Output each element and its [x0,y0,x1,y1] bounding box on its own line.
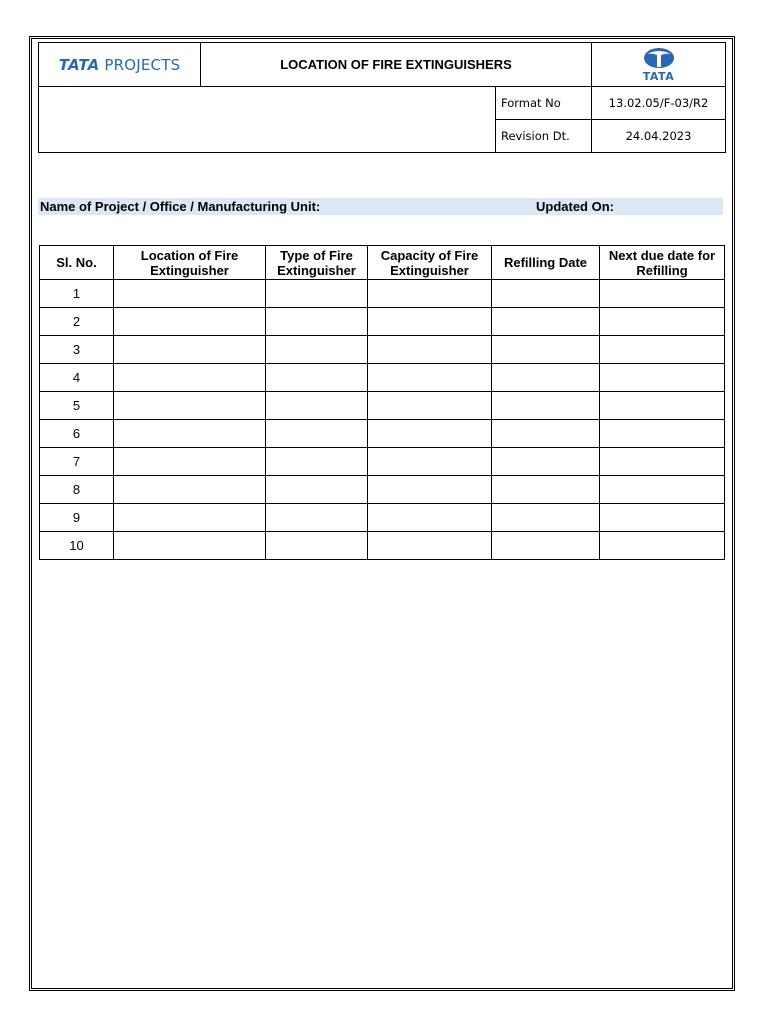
sl-no-cell: 6 [40,420,114,448]
capacity-cell[interactable] [368,532,492,560]
next-due-date-cell[interactable] [600,476,725,504]
table-row [40,308,725,336]
type-cell[interactable] [266,448,368,476]
project-info-bar [38,198,723,215]
next-due-date-cell[interactable] [600,504,725,532]
table-row [40,336,725,364]
updated-on-label: Updated On: [536,199,614,214]
revision-date-label: Revision Dt. [495,120,591,152]
sl-no-cell: 5 [40,392,114,420]
sl-no-cell: 1 [40,280,114,308]
capacity-cell[interactable] [368,448,492,476]
location-cell[interactable] [114,392,266,420]
capacity-cell[interactable] [368,504,492,532]
refilling-date-cell[interactable] [492,364,600,392]
type-cell[interactable] [266,280,368,308]
sl-no-cell: 3 [40,336,114,364]
type-cell[interactable] [266,532,368,560]
type-cell[interactable] [266,308,368,336]
refilling-date-cell[interactable] [492,476,600,504]
location-cell[interactable] [114,280,266,308]
sl-no-cell: 4 [40,364,114,392]
refilling-date-cell[interactable] [492,448,600,476]
logo-rest: PROJECTS [104,55,181,74]
sl-no-cell: 9 [40,504,114,532]
col-header-type: Type of Fire Extinguisher [266,246,368,280]
format-no-label: Format No [495,87,591,120]
project-name-label: Name of Project / Office / Manufacturing Unit: [40,199,321,214]
location-cell[interactable] [114,308,266,336]
table-row [40,476,725,504]
next-due-date-cell[interactable] [600,532,725,560]
table-row [40,364,725,392]
col-header-sl-no: Sl. No. [40,246,114,280]
next-due-date-cell[interactable] [600,364,725,392]
emblem-wordmark: TATA [642,69,675,83]
table-row [40,420,725,448]
location-cell[interactable] [114,364,266,392]
revision-date-value: 24.04.2023 [591,120,725,152]
table-row [40,280,725,308]
type-cell[interactable] [266,364,368,392]
tata-emblem-icon [642,47,676,69]
sl-no-cell: 7 [40,448,114,476]
next-due-date-cell[interactable] [600,448,725,476]
company-logo [39,43,201,87]
table-row [40,392,725,420]
format-no-value: 13.02.05/F-03/R2 [591,87,725,120]
location-cell[interactable] [114,336,266,364]
location-cell[interactable] [114,420,266,448]
sl-no-cell: 10 [40,532,114,560]
type-cell[interactable] [266,476,368,504]
capacity-cell[interactable] [368,336,492,364]
type-cell[interactable] [266,336,368,364]
document-title: LOCATION OF FIRE EXTINGUISHERS [201,43,591,87]
logo-brand: TATA [58,55,100,74]
capacity-cell[interactable] [368,308,492,336]
document-header [38,42,726,153]
type-cell[interactable] [266,504,368,532]
location-cell[interactable] [114,476,266,504]
header-blank-cell [39,87,495,152]
next-due-date-cell[interactable] [600,308,725,336]
logo-wordmark [59,56,181,74]
refilling-date-cell[interactable] [492,504,600,532]
next-due-date-cell[interactable] [600,420,725,448]
refilling-date-cell[interactable] [492,280,600,308]
col-header-capacity: Capacity of Fire Extinguisher [368,246,492,280]
table-row [40,532,725,560]
table-header-row [40,246,725,280]
next-due-date-cell[interactable] [600,280,725,308]
capacity-cell[interactable] [368,476,492,504]
col-header-refilling-date: Refilling Date [492,246,600,280]
extinguisher-table [39,245,725,560]
capacity-cell[interactable] [368,364,492,392]
sl-no-cell: 8 [40,476,114,504]
tata-emblem [591,43,725,87]
table-row [40,448,725,476]
type-cell[interactable] [266,392,368,420]
refilling-date-cell[interactable] [492,532,600,560]
next-due-date-cell[interactable] [600,336,725,364]
sl-no-cell: 2 [40,308,114,336]
refilling-date-cell[interactable] [492,308,600,336]
location-cell[interactable] [114,504,266,532]
capacity-cell[interactable] [368,392,492,420]
refilling-date-cell[interactable] [492,392,600,420]
capacity-cell[interactable] [368,280,492,308]
refilling-date-cell[interactable] [492,420,600,448]
next-due-date-cell[interactable] [600,392,725,420]
col-header-location: Location of Fire Extinguisher [114,246,266,280]
location-cell[interactable] [114,448,266,476]
location-cell[interactable] [114,532,266,560]
col-header-next-due-date: Next due date for Refilling [600,246,725,280]
table-row [40,504,725,532]
type-cell[interactable] [266,420,368,448]
capacity-cell[interactable] [368,420,492,448]
refilling-date-cell[interactable] [492,336,600,364]
